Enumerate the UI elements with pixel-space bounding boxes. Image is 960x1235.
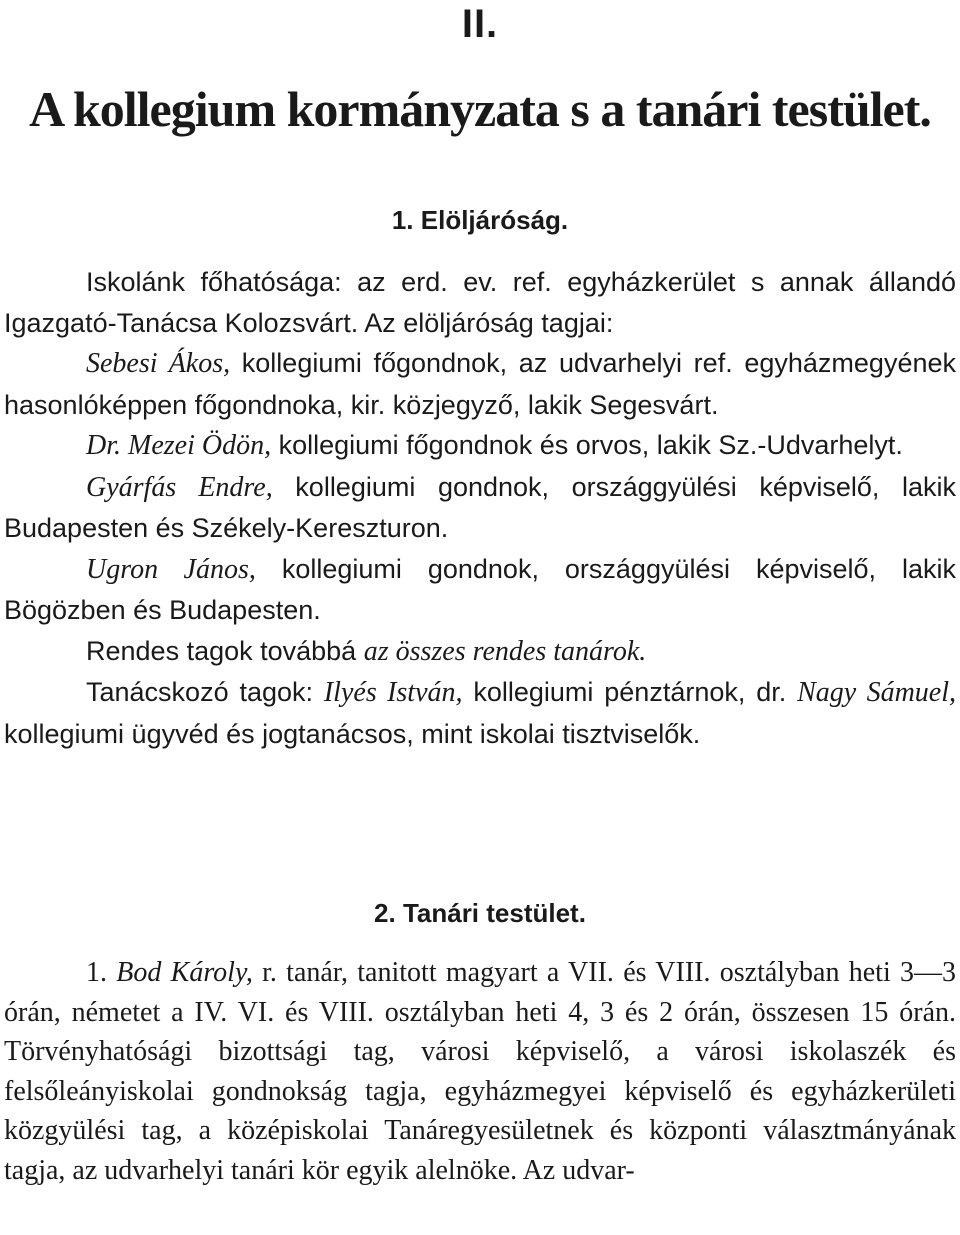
list-number: 1. (86, 957, 117, 988)
section-tanari-testulet-body (4, 953, 956, 1190)
person-name: Bod Károly, (116, 957, 253, 988)
paragraph-text: Iskolánk főhatósága: az erd. ev. ref. egyházkerület s annak állandó Igazgató-Tanácsa Kolozsvárt. Az elöljáróság tagjai: (4, 267, 956, 338)
chapter-title: A kollegium kormányzata s a tanári testület. (29, 81, 931, 137)
paragraph-text: kollegiumi ügyvéd és jogtanácsos, mint iskolai tisztviselők. (4, 718, 701, 749)
section-heading-eloljarosag: 1. Elöljáróság. (391, 205, 569, 235)
paragraph-tanacskozo-tagok (4, 672, 956, 754)
paragraph-text: kollegiumi főgondnok és orvos, lakik Sz.-Udvarhelyt. (271, 430, 903, 460)
paragraph-sebesi (4, 343, 956, 425)
section-heading-tanari-testulet: 2. Tanári testület. (374, 898, 586, 928)
person-name: Sebesi Ákos, (86, 348, 231, 379)
paragraph-text: kollegiumi főgondnok, az udvarhelyi ref. egyházmegyének hasonlóképpen főgondnoka, kir. közjegyző, lakik Segesvárt. (4, 348, 956, 420)
section-eloljarosag-body (4, 262, 956, 754)
person-name: Ugron János, (86, 553, 256, 585)
paragraph-fohatosag (4, 262, 956, 343)
person-name: Gyárfás Endre, (86, 471, 273, 503)
person-name: Ilyés István, (323, 677, 463, 708)
paragraph-text: Rendes tagok továbbá (86, 635, 364, 666)
paragraph-gyarfas (4, 467, 956, 549)
person-name: Dr. Mezei Ödön, (86, 430, 272, 461)
paragraph-text: Tanácskozó tagok: (86, 677, 324, 707)
person-name: Nagy Sámuel, (797, 677, 956, 708)
paragraph-rendes-tagok (4, 631, 956, 673)
paragraph-text: r. tanár, tanitott magyart a VII. és VIII. osztályban heti 3—3 órán, németet a IV. VI. és VIII. osztályban heti 4, 3 és 2 órán, összesen 15 órán. Törvényhatósági bizottsági tag, városi képviselő, a városi iskolaszék és felsőleányiskolai gondnokság tagja, egyházmegyei képviselő és egyházkerületi közgyülési tag, a középiskolai Tanáregyesületnek és központi választmányának tagja, az udvarhelyi tanári kör egyik alelnöke. Az udvar- (4, 957, 957, 1186)
chapter-number: II. (461, 2, 499, 46)
paragraph-text: kollegiumi gondnok, országgyülési képviselő, lakik Budapesten és Székely-Kereszturon. (4, 471, 956, 543)
paragraph-bod-karoly (4, 953, 956, 1190)
paragraph-mezei (4, 425, 956, 467)
paragraph-ugron (4, 549, 956, 631)
paragraph-text: kollegiumi pénztárnok, dr. (462, 677, 798, 707)
paragraph-text: kollegiumi gondnok, országgyülési képviselő, lakik Bögözben és Budapesten. (4, 553, 956, 625)
emphasis-text: az összes rendes tanárok. (363, 635, 647, 667)
